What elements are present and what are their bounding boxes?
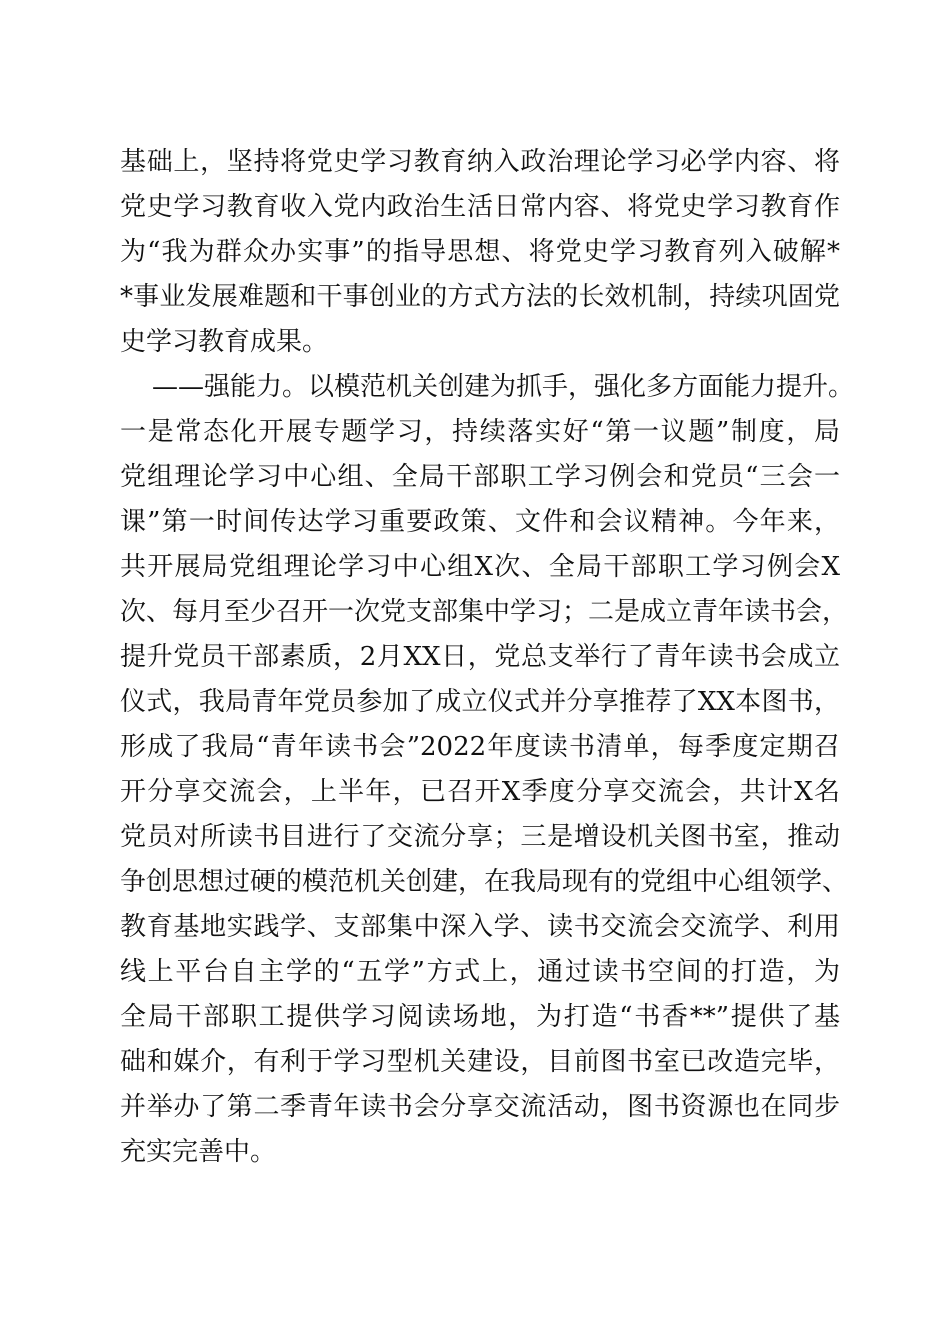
text-line: 并举办了第二季青年读书会分享交流活动，图书资源也在同步	[120, 1092, 840, 1122]
text-line: 课”第一时间传达学习重要政策、文件和会议精神。今年来，	[120, 507, 840, 537]
text-line: 一是常态化开展专题学习，持续落实好“第一议题”制度，局	[120, 417, 840, 447]
section-heading-line: ——强能力。以模范机关创建为抓手，强化多方面能力提升。	[152, 372, 855, 402]
text-line: *事业发展难题和干事创业的方式方法的长效机制，持续巩固党	[120, 282, 840, 312]
text-line: 基础上，坚持将党史学习教育纳入政治理论学习必学内容、将	[120, 147, 840, 177]
text-line: 党史学习教育收入党内政治生活日常内容、将党史学习教育作	[120, 192, 840, 222]
text-line: 争创思想过硬的模范机关创建，在我局现有的党组中心组领学、	[120, 867, 849, 897]
text-line: 全局干部职工提供学习阅读场地，为打造“书香**”提供了基	[120, 1002, 840, 1032]
body-text	[120, 140, 855, 1175]
text-line: 党组理论学习中心组、全局干部职工学习例会和党员“三会一	[120, 462, 840, 492]
text-line: 提升党员干部素质，2月XX日，党总支举行了青年读书会成立	[120, 642, 840, 672]
text-line: 线上平台自主学的“五学”方式上，通过读书空间的打造，为	[120, 957, 840, 987]
text-line: 础和媒介，有利于学习型机关建设，目前图书室已改造完毕，	[120, 1047, 840, 1077]
text-line: 仪式，我局青年党员参加了成立仪式并分享推荐了XX本图书，	[120, 687, 840, 717]
text-line: 形成了我局“青年读书会”2022年度读书清单，每季度定期召	[120, 732, 840, 762]
text-line: 史学习教育成果。	[120, 327, 329, 357]
text-line: 为“我为群众办实事”的指导思想、将党史学习教育列入破解*	[120, 237, 840, 267]
text-line: 共开展局党组理论学习中心组X次、全局干部职工学习例会X	[120, 552, 840, 582]
text-line: 教育基地实践学、支部集中深入学、读书交流会交流学、利用	[120, 912, 840, 942]
text-line: 次、每月至少召开一次党支部集中学习；二是成立青年读书会，	[120, 597, 849, 627]
text-line: 开分享交流会，上半年，已召开X季度分享交流会，共计X名	[120, 777, 840, 807]
text-line: 党员对所读书目进行了交流分享；三是增设机关图书室，推动	[120, 822, 840, 852]
text-line: 充实完善中。	[120, 1137, 277, 1167]
